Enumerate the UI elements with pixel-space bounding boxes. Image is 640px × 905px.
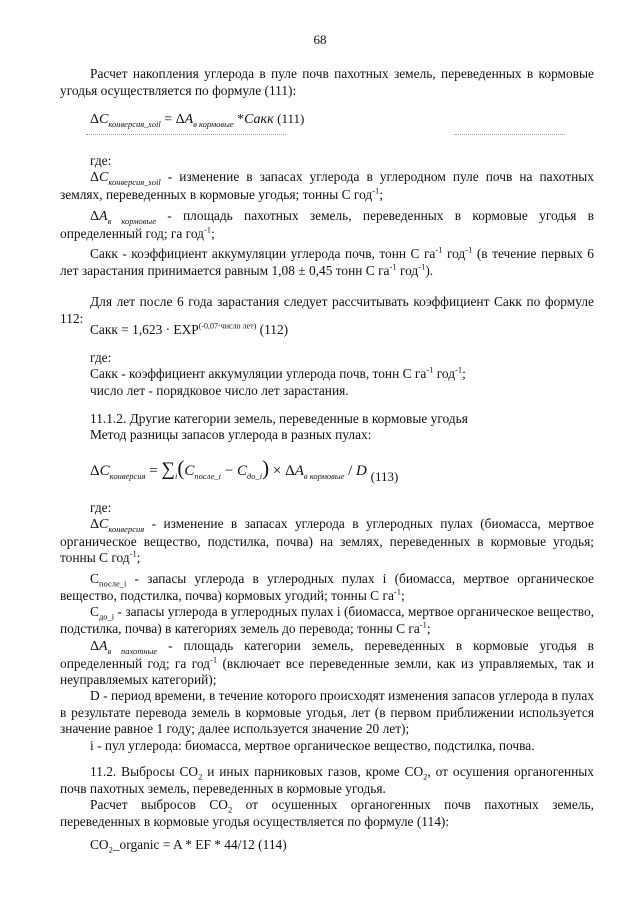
scan-mark	[455, 134, 565, 135]
def-c-after: $С_{после\_i}$ - запасы углерода в углеродных пулах i (биомасса, мертвое органическое вещество, подстилка, почва) кормовых угодий; тонны С $га^{-1}$;	[60, 571, 594, 603]
section-heading-11-1-2: 11.1.2. Другие категории земель, переведенные в кормовые угодья	[90, 411, 468, 426]
calc-co2-paragraph: Расчет выбросов $СО_2$ от осушенных органогенных почв пахотных земель, переведенных в кормовые угодья осуществляется по формуле (114):	[60, 797, 594, 829]
after-6-years-paragraph: Для лет после 6 года зарастания следует рассчитывать коэффициент Сакк по формуле 112:	[60, 294, 594, 326]
def-delta-a-plow: $\Delta A_{в пахотные}$ - площадь категории земель, переведенных в кормовые угодья в определенный год; га год$^{-1}$ (включает все переведенные земли, как из управляемых, так и неуправляемых категорий);	[60, 638, 594, 687]
formula-111: $\Delta C_{конверсия\_soil} = \Delta A_{в кормовые}$ *Сакк (111)	[90, 111, 305, 129]
intro-paragraph: Расчет накопления углерода в пуле почв пахотных земель, переведенных в кормовые угодья осуществляется по формуле (111):	[60, 66, 594, 98]
def-c-before: $С_{до\_i}$ - запасы углерода в углеродных пулах i (биомасса, мертвое органическое вещество, подстилка, почва) в категориях земель до перевода; тонны С $га^{-1}$;	[60, 604, 594, 636]
scan-mark	[86, 134, 286, 135]
where-label: где:	[90, 153, 112, 168]
def-delta-c-conversion: $\Delta C_{конверсия}$ - изменение в запасах углерода в углеродных пулах (биомасса, мертвое органическое вещество, подстилка, почва) на землях, переведенных в кормовые угодья; тонны С год$^{-1}$;	[60, 516, 594, 565]
where-label: где:	[90, 500, 112, 515]
def-i-pool: i - пул углерода: биомасса, мертвое органическое вещество, подстилка, почва.	[90, 738, 535, 753]
formula-112: Сакк = $1,623 \cdot EXP^{(-0,07\cdot число лет)}$ (112)	[90, 321, 289, 337]
def-sakk-1: Сакк - коэффициент аккумуляции углерода почв, тонн С $га^{-1}$ год$^{-1}$ (в течение первых 6 лет зарастания принимается равным 1,08 ± 0,45 тонн С $га^{-1}$ год$^{-1}$).	[60, 244, 594, 278]
def-years: число лет - порядковое число лет зарастания.	[90, 383, 349, 398]
def-delta-c-soil: $\Delta C_{конверсия\_soil}$ - изменение в запасах углерода в углеродном пуле почв на пахотных землях, переведенных в кормовые угодья; тонны С год$^{-1}$;	[60, 169, 594, 202]
def-sakk-2: Сакк - коэффициент аккумуляции углерода почв, тонн С $га^{-1}$ год$^{-1}$;	[90, 364, 466, 381]
method-line: Метод разницы запасов углерода в разных пулах:	[90, 427, 372, 442]
where-label: где:	[90, 350, 112, 365]
page-number: 68	[313, 32, 327, 47]
formula-114: $CO_2\_organic = A$ * EF * 44/12 (114)	[90, 837, 287, 855]
formula-113: $\Delta C_{конверсия} = \sum_i(C_{после\_i} - C_{до\_i}) \times \Delta A_{в кормовые} / D$ (113)	[90, 456, 399, 484]
def-delta-a: $\Delta A_{в кормовые}$ - площадь пахотных земель, переведенных в кормовые угодья в определенный год; га год$^{-1}$;	[60, 208, 594, 241]
def-d-period: D - период времени, в течение которого происходят изменения запасов углерода в пулах в результате перевода земель в кормовые угодья, лет (в первом приближении используется значение равное 1 году; далее используется значение 20 лет);	[60, 688, 594, 736]
section-heading-11-2: 11.2. Выбросы $СО_2$ и иных парниковых газов, кроме $СО_2$, от осушения органогенных почв пахотных земель, переведенных в кормовые угодья.	[60, 764, 594, 796]
